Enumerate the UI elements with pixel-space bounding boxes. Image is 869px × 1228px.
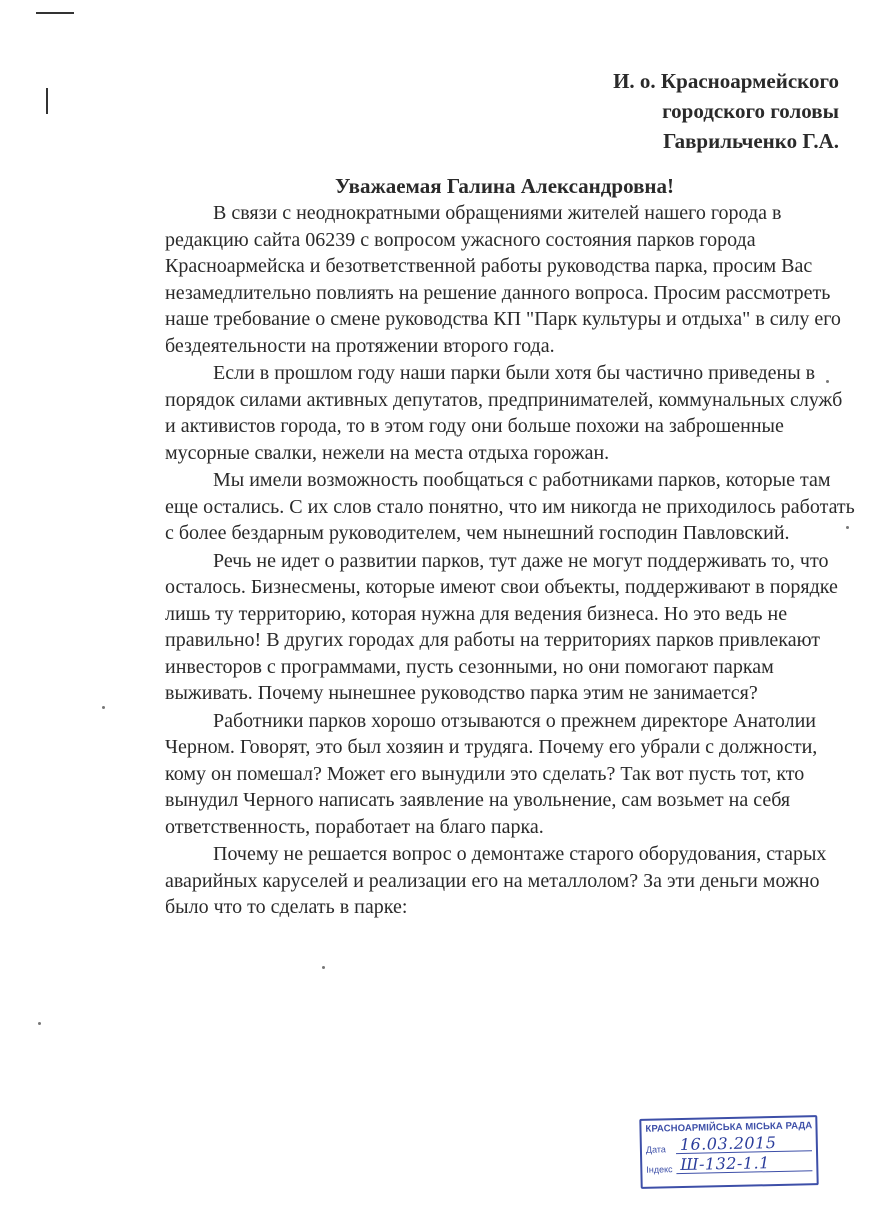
stamp-date-label: Дата — [645, 1144, 666, 1155]
stamp-index-label: Індекс — [646, 1164, 673, 1175]
stamp-index-row — [646, 1154, 812, 1174]
stamp-index-value: Ш-132-1.1 — [676, 1154, 812, 1174]
addressee-line-3: Гаврильченко Г.А. — [663, 129, 839, 153]
paragraph-2: Если в прошлом году наши парки были хотя бы частично приведены в порядок силами активных депутатов, предпринимателей, коммунальных служб и активистов города, то в этом году они больше похожи на заброшенные мусорные свалки, нежели на места отдыха горожан. — [165, 362, 843, 464]
scan-mark-side — [46, 88, 48, 114]
scan-speck — [102, 706, 105, 709]
scan-speck — [322, 966, 325, 969]
stamp-date-value: 16.03.2015 — [676, 1134, 812, 1154]
paragraph-3: Мы имели возможность пообщаться с работниками парков, которые там еще остались. С их слов стало понятно, что им никогда не приходилось работать с более бездарным руководителем, чем нынешний господин Павловский. — [165, 469, 855, 544]
paragraph-6: Почему не решается вопрос о демонтаже старого оборудования, старых аварийных каруселей и реализации его на металлолом? За эти деньги можно было что то сделать в парке: — [165, 843, 827, 918]
paragraph-1: В связи с неоднократными обращениями жителей нашего города в редакцию сайта 06239 с вопросом ужасного состояния парков города Красноармейска и безответственной работы руководства парка, просим Вас незамедлительно повлиять на решение данного вопроса. Просим рассмотреть наше требование о смене руководства КП "Парк культуры и отдыха" в силу его бездеятельности на протяжении второго года. — [165, 202, 841, 357]
scan-speck — [38, 1022, 41, 1025]
paragraph-5: Работники парков хорошо отзываются о прежнем директоре Анатолии Черном. Говорят, это был хозяин и трудяга. Почему его убрали с должности, кому он помешал? Может его вынудили это сделать? Так вот пусть тот, кто вынудил Черного написать заявление на увольнение, сам возьмет на себя ответственность, поработает на благо парка. — [165, 709, 818, 838]
letter-body — [165, 200, 855, 921]
paragraph-4: Речь не идет о развитии парков, тут даже не могут поддерживать то, что осталось. Бизнесмены, которые имеют свои объекты, поддерживают в порядке лишь ту территорию, которая нужна для ведения бизнеса. Но это ведь не правильно! В других городах для работы на территориях парков привлекают инвесторов с программами, пусть сезонными, но они помогают паркам выживать. Почему нынешнее руководство парка этим не занимается? — [165, 549, 838, 704]
stamp-date-row — [646, 1134, 812, 1154]
addressee-line-2: городского головы — [662, 99, 839, 123]
addressee-block — [613, 66, 839, 156]
addressee-line-1: И. о. Красноармейского — [613, 69, 839, 93]
registration-stamp — [639, 1115, 818, 1189]
scan-mark-top — [36, 12, 74, 14]
salutation: Уважаемая Галина Александровна! — [334, 174, 674, 198]
stamp-title: КРАСНОАРМІЙСЬКА МІСЬКА РАДА — [645, 1120, 813, 1135]
